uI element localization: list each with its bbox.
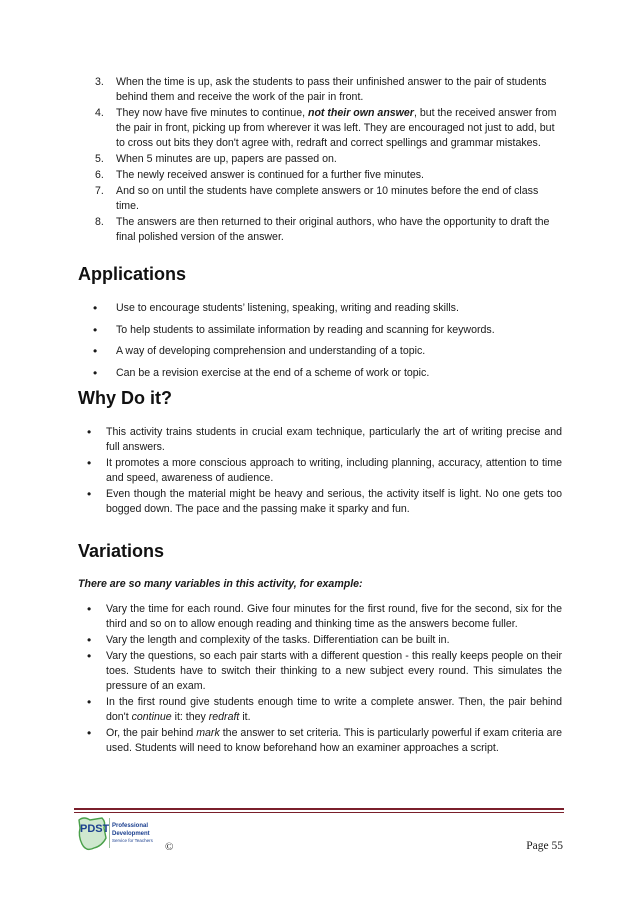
list-item: • It promotes a more conscious approach to writing, including planning, accuracy, attention to time and speed, awareness of audience. <box>87 456 562 484</box>
logo-wordmark: PDST <box>80 823 110 835</box>
svg-text:Service for Teachers: Service for Teachers <box>112 838 153 843</box>
variations-list <box>78 602 562 757</box>
bullet-icon: • <box>87 425 92 439</box>
bullet-icon: • <box>87 487 92 501</box>
why-heading: Why Do it? <box>78 388 172 408</box>
why-list <box>78 425 562 518</box>
list-item: • Use to encourage students’ listening, speaking, writing and reading skills. <box>93 301 459 315</box>
copyright-symbol: © <box>165 841 174 853</box>
list-item: • Vary the questions, so each pair starts with a different question - this really keeps people on their toes. Students have to switch their thinking to a new subject every round. This simulates the pressure of an exam. <box>87 649 562 692</box>
svg-text:Development: Development <box>112 831 150 837</box>
bullet-icon: • <box>87 649 92 663</box>
list-item: • This activity trains students in crucial exam technique, particularly the art of writing precise and full answers. <box>87 425 562 453</box>
variations-heading: Variations <box>78 541 165 561</box>
bullet-icon: • <box>87 602 92 616</box>
list-item: • Even though the material might be heavy and serious, the activity itself is light. No one gets too bogged down. The pace and the passing make it sparky and fun. <box>87 487 562 515</box>
list-item: • Or, the pair behind mark the answer to set criteria. This is particularly powerful if exam criteria are used. Students will need to know beforehand how an examiner approaches a script. <box>87 726 562 754</box>
bullet-icon: • <box>87 695 92 709</box>
variations-intro: There are so many variables in this activity, for example: <box>78 578 363 590</box>
bullet-icon: • <box>93 365 98 380</box>
applications-list <box>78 301 558 387</box>
list-item: • Vary the length and complexity of the tasks. Differentiation can be built in. <box>87 633 450 647</box>
step-item: 6. The newly received answer is continued for a further five minutes. <box>95 169 424 181</box>
list-item: • Can be a revision exercise at the end of a scheme of work or topic. <box>93 365 430 380</box>
bullet-icon: • <box>93 322 98 337</box>
bullet-icon: • <box>87 726 92 740</box>
list-item: • A way of developing comprehension and understanding of a topic. <box>93 344 426 358</box>
bullet-icon: • <box>93 301 98 315</box>
list-item: • To help students to assimilate information by reading and scanning for keywords. <box>93 322 495 337</box>
footer-rule-thin <box>74 812 564 813</box>
list-item: • In the first round give students enough time to write a complete answer. Then, the pair behind don't continue it: they redraft it. <box>87 695 562 723</box>
page-number: Page 55 <box>526 840 563 852</box>
svg-text:Professional: Professional <box>112 823 149 829</box>
steps-list <box>78 75 562 246</box>
step-item: 5. When 5 minutes are up, papers are passed on. <box>95 153 337 165</box>
step-item: 4. They now have five minutes to continue, not their own answer, but the received answer from the pair in front, picking up from wherever it was left. They are encouraged not just to add, but to cross out bits they don't agree with, redraft and correct spellings and grammar mistakes. <box>95 107 557 149</box>
applications-heading: Applications <box>78 264 187 284</box>
step-item: 3. When the time is up, ask the students to pass their unfinished answer to the pair of students behind them and receive the work of the pair in front. <box>95 76 547 103</box>
bullet-icon: • <box>87 456 92 470</box>
pdst-logo <box>76 814 162 856</box>
list-item: • Vary the time for each round. Give four minutes for the first round, five for the second, six for the third and so on to allow enough reading and thinking time as the answers become fuller. <box>87 602 562 630</box>
emphasis-text: not their own answer <box>307 107 414 119</box>
bullet-icon: • <box>87 633 92 647</box>
step-item: 7. And so on until the students have complete answers or 10 minutes before the end of class time. <box>95 185 539 212</box>
step-item: 8. The answers are then returned to their original authors, who have the opportunity to draft the final polished version of the answer. <box>95 216 550 243</box>
bullet-icon: • <box>93 344 98 358</box>
footer-rule <box>74 808 564 810</box>
